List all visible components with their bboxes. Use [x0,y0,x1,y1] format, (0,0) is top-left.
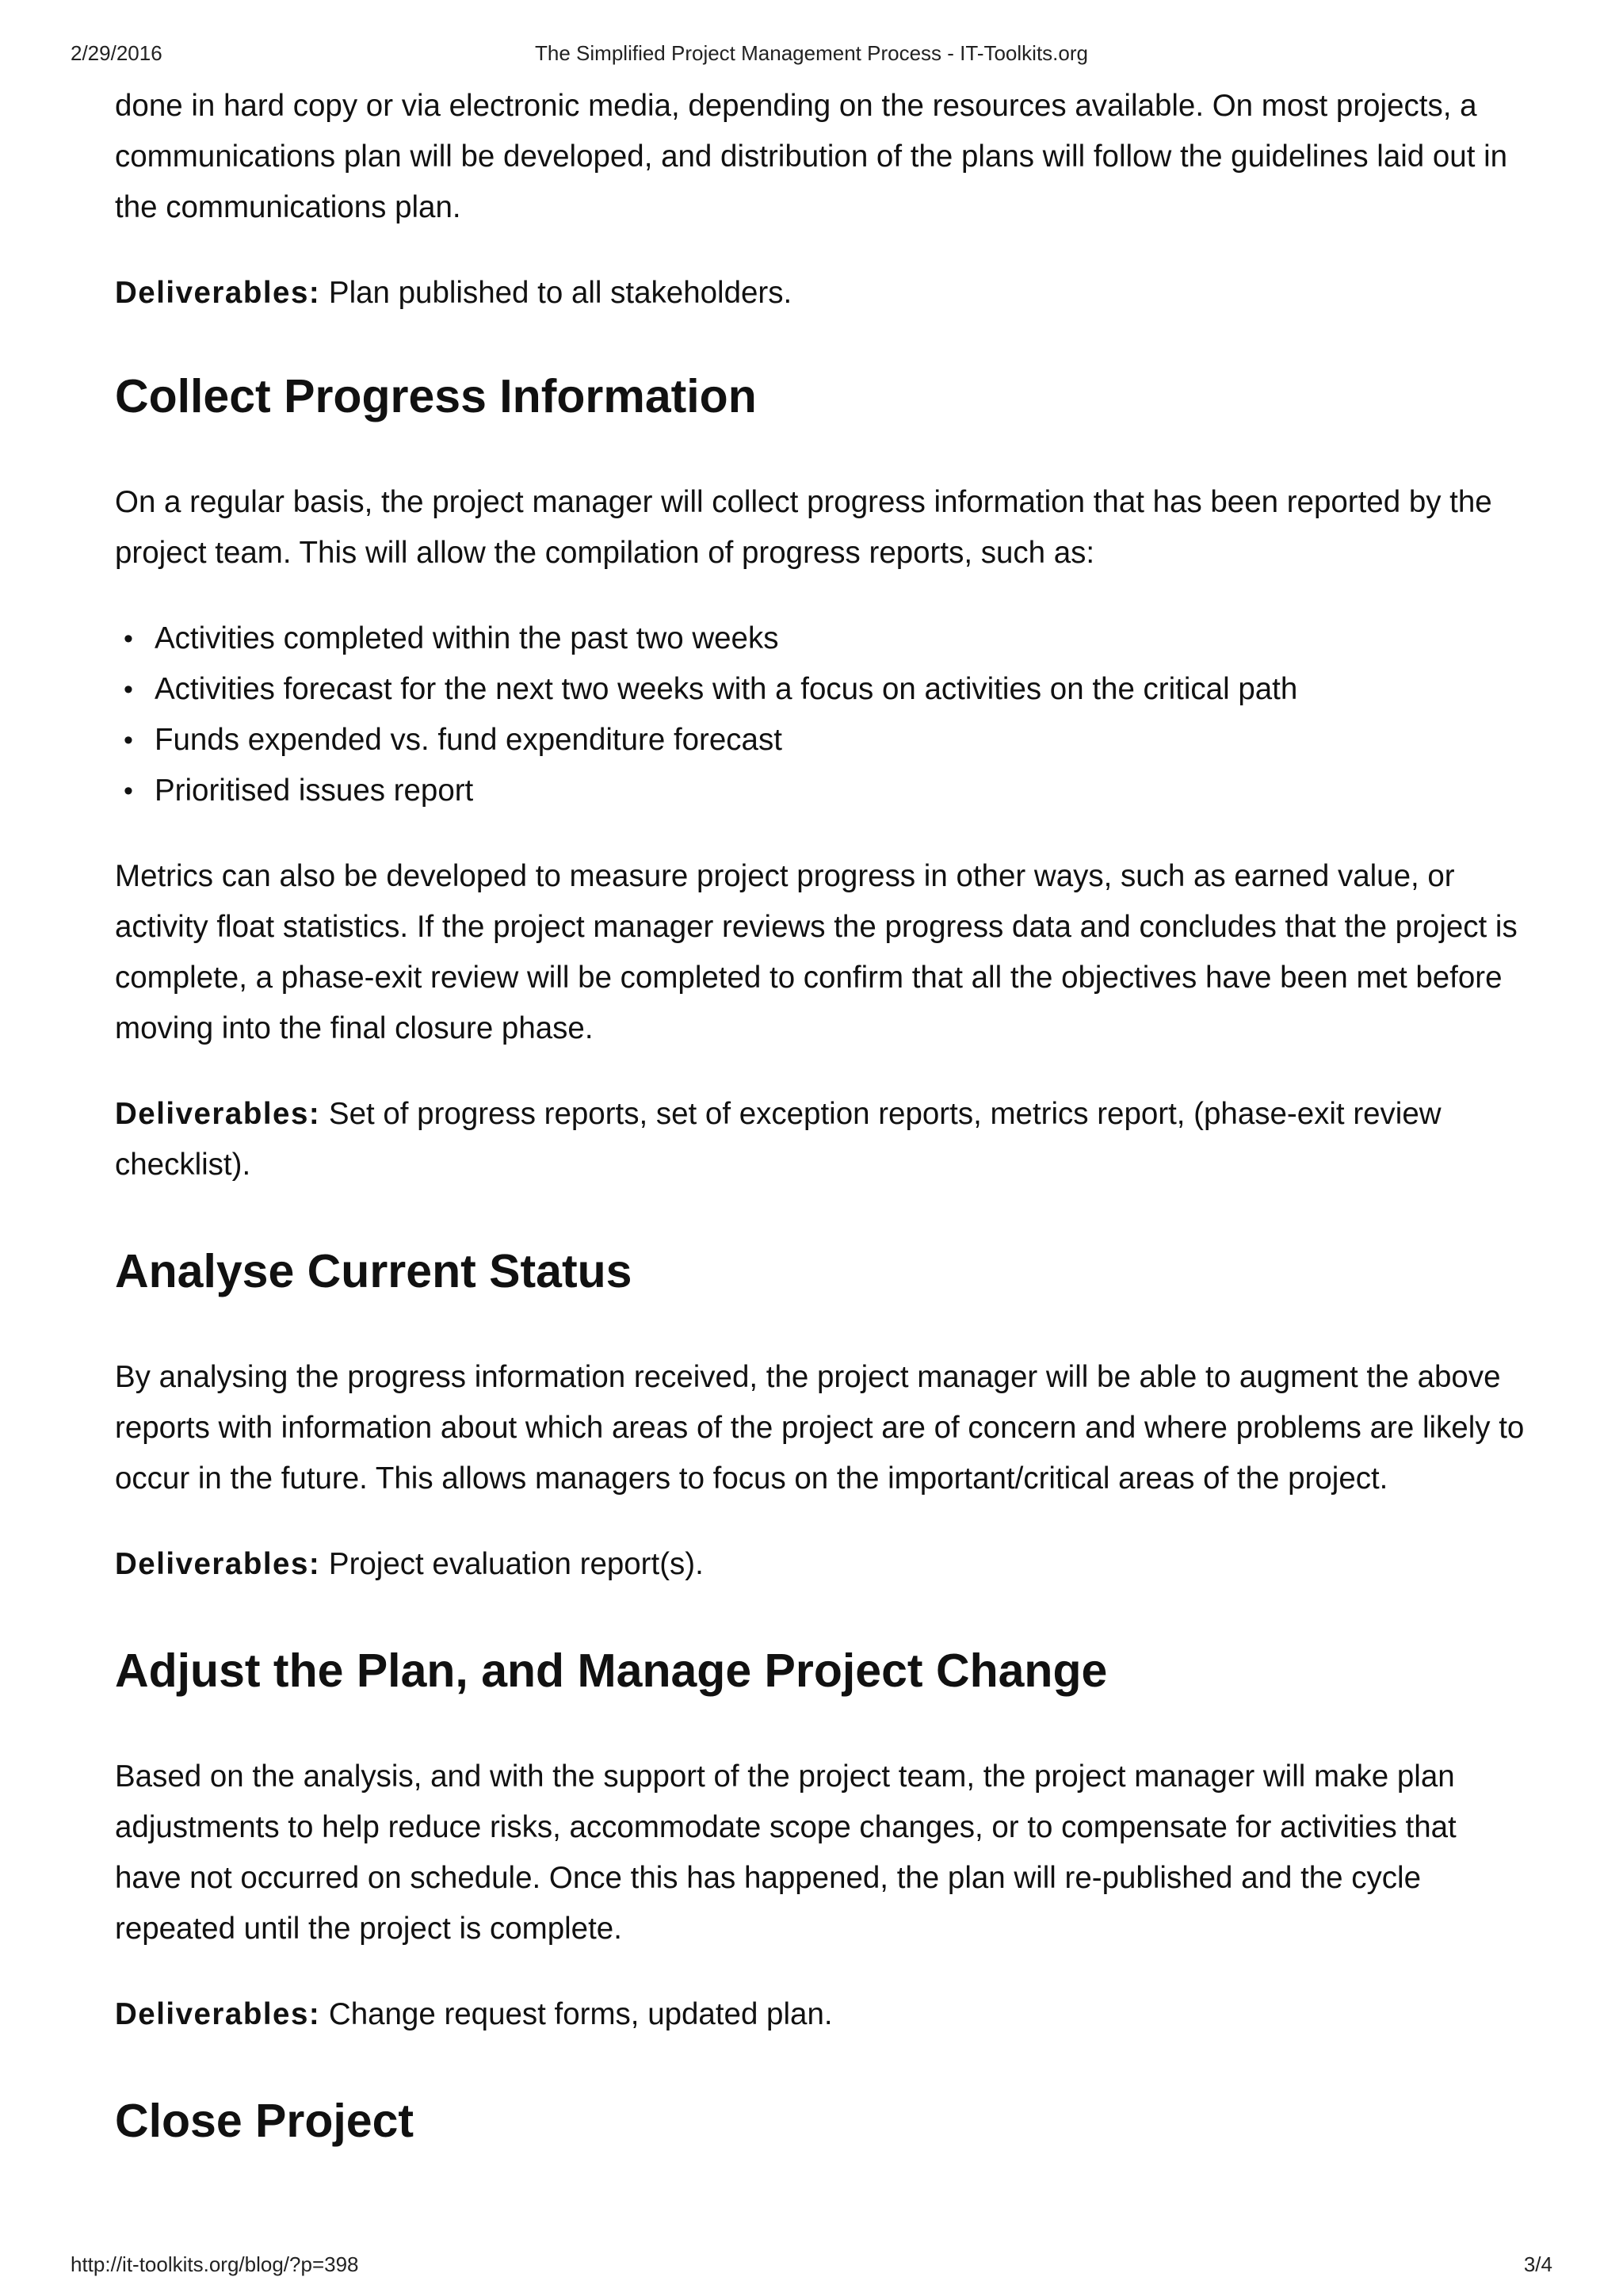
print-footer [71,2252,1552,2284]
list-item [124,766,1526,816]
progress-report-list [115,613,1526,816]
intro-deliverables [115,268,1526,319]
collect-deliverables [115,1089,1526,1190]
intro-paragraph: done in hard copy or via electronic media, depending on the resources available. On most projects, a communications plan will be developed, and distribution of the plans will follow the guidelines laid out in the communications plan. [115,89,1508,224]
section-heading-close: Close Project [115,2095,414,2147]
bullet-icon: • [124,674,133,705]
list-item [124,664,1526,715]
list-item-text: Prioritised issues report [155,774,474,808]
deliverables-text: Plan published to all stakeholders. [320,276,792,310]
collect-paragraph-2: Metrics can also be developed to measure project progress in other ways, such as earned value, or activity float statistics. If the project manager reviews the progress data and concludes that the project is complete, a phase-exit review will be completed to confirm that all the objectives have been met before moving into the final closure phase. [115,859,1518,1045]
deliverables-text: Set of progress reports, set of exception reports, metrics report, (phase-exit review checklist). [115,1097,1442,1182]
print-header [71,41,1552,73]
list-item-text: Activities forecast for the next two weeks with a focus on activities on the critical path [155,672,1298,706]
page-number: 3/4 [1523,2252,1552,2276]
list-item-text: Activities completed within the past two weeks [155,621,779,655]
print-page-title: The Simplified Project Management Process - IT-Toolkits.org [535,41,1088,65]
section-heading-analyse: Analyse Current Status [115,1245,632,1297]
list-item [124,715,1526,766]
print-date: 2/29/2016 [71,41,162,65]
bullet-icon: • [124,776,133,806]
analyse-deliverables [115,1539,1526,1590]
bullet-icon: • [124,725,133,755]
deliverables-label: Deliverables: [115,1997,321,2031]
analyse-paragraph: By analysing the progress information received, the project manager will be able to augment the above reports with information about which areas of the project are of concern and where problems are likely to occur in the future. This allows managers to focus on the important/critical areas of the project. [115,1360,1525,1496]
adjust-deliverables [115,1989,1526,2040]
collect-paragraph: On a regular basis, the project manager will collect progress information that has been reported by the project team. This will allow the compilation of progress reports, such as: [115,485,1492,570]
deliverables-text: Project evaluation report(s). [320,1547,704,1581]
section-heading-adjust: Adjust the Plan, and Manage Project Change [115,1645,1108,1697]
section-heading-collect: Collect Progress Information [115,370,757,422]
deliverables-label: Deliverables: [115,1097,321,1131]
deliverables-label: Deliverables: [115,276,321,310]
article-content [115,81,1526,2153]
page-url: http://it-toolkits.org/blog/?p=398 [71,2252,359,2276]
list-item [124,613,1526,664]
adjust-paragraph: Based on the analysis, and with the support of the project team, the project manager will make plan adjustments to help reduce risks, accommodate scope changes, or to compensate for activities that have not occurred on schedule. Once this has happened, the plan will re-published and the cycle repeated until the project is complete. [115,1759,1457,1946]
deliverables-text: Change request forms, updated plan. [320,1997,833,2031]
list-item-text: Funds expended vs. fund expenditure forecast [155,723,782,757]
deliverables-label: Deliverables: [115,1547,321,1581]
bullet-icon: • [124,624,133,654]
